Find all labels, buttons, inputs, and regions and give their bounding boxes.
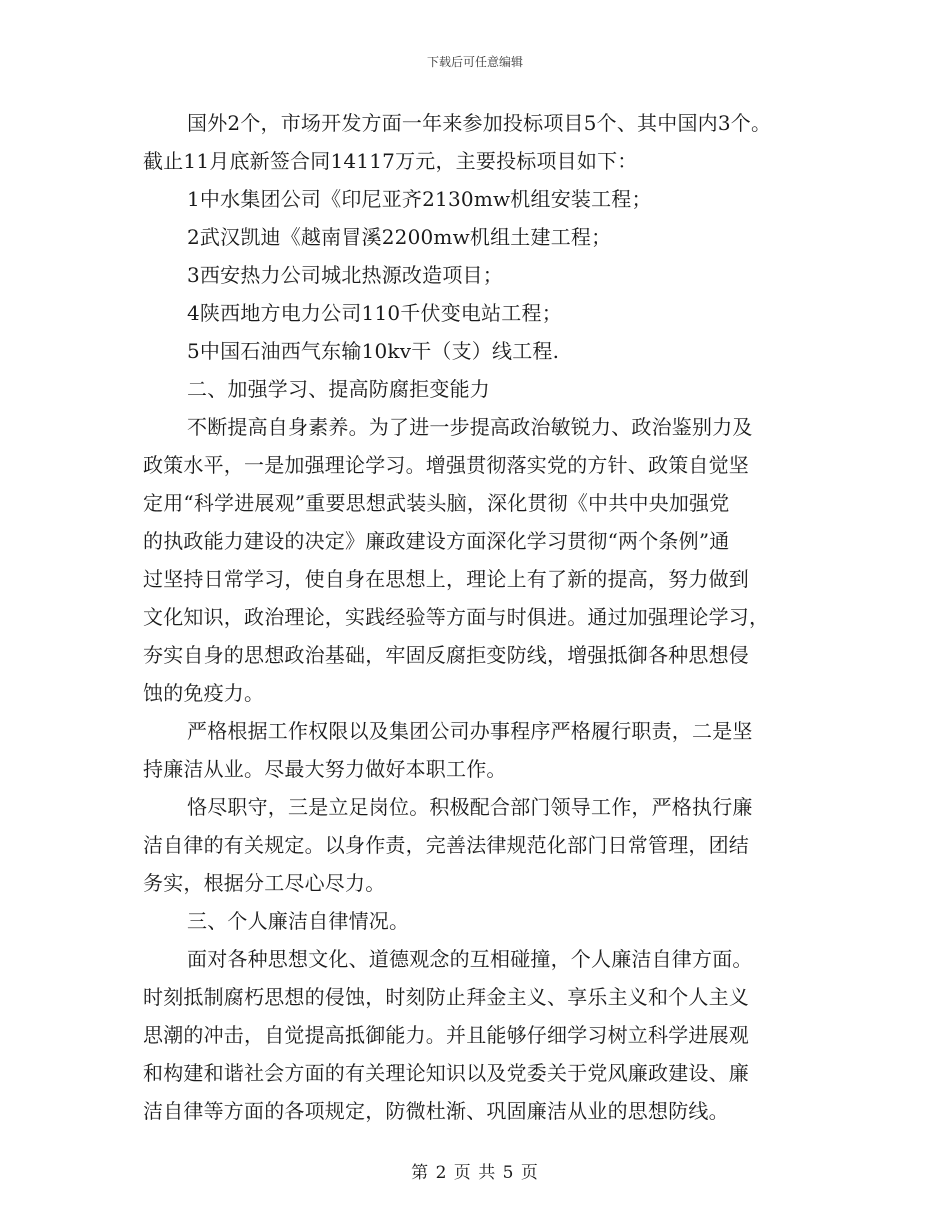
- text-line: 恪尽职守，三是立足岗位。积极配合部门领导工作，严格执行廉: [187, 795, 753, 819]
- text-line: 过坚持日常学习，使自身在思想上，理论上有了新的提高，努力做到: [143, 567, 749, 591]
- text-line: 蚀的免疫力。: [143, 681, 265, 705]
- text-line: 务实，根据分工尽心尽力。: [143, 871, 386, 895]
- text-line: 面对各种思想文化、道德观念的互相碰撞，个人廉洁自律方面。: [187, 947, 753, 971]
- page-number: 第 2 页 共 5 页: [411, 1163, 539, 1183]
- list-item: 4陕西地方电力公司110千伏变电站工程；: [187, 301, 562, 325]
- text-line: 的执政能力建设的决定》廉政建设方面深化学习贯彻“两个条例”通: [143, 529, 730, 553]
- text-line: 不断提高自身素养。为了进一步提高政治敏锐力、政治鉴别力及: [187, 415, 753, 439]
- text-line: 截止11月底新签合同14117万元，主要投标项目如下：: [143, 149, 638, 173]
- text-line: 国外2个，市场开发方面一年来参加投标项目5个、其中国内3个。: [187, 111, 772, 135]
- text-line: 洁自律等方面的各项规定，防微杜渐、巩固廉洁从业的思想防线。: [143, 1099, 729, 1123]
- list-item: 2武汉凯迪《越南冒溪2200mw机组土建工程；: [187, 225, 612, 249]
- list-item: 5中国石油西气东输10kv干（支）线工程.: [187, 339, 560, 363]
- text-line: 政策水平，一是加强理论学习。增强贯彻落实党的方针、政策自觉坚: [143, 453, 749, 477]
- text-line: 夯实自身的思想政治基础，牢固反腐拒变防线，增强抵御各种思想侵: [143, 643, 749, 667]
- list-item: 1中水集团公司《印尼亚齐2130mw机组安装工程；: [187, 187, 652, 211]
- text-line: 严格根据工作权限以及集团公司办事程序严格履行职责，二是坚: [187, 719, 753, 743]
- section-heading: 三、个人廉洁自律情况。: [187, 909, 410, 933]
- header-note: 下载后可任意编辑: [426, 55, 523, 69]
- section-heading: 二、加强学习、提高防腐拒变能力: [187, 377, 490, 401]
- text-line: 时刻抵制腐朽思想的侵蚀，时刻防止拜金主义、享乐主义和个人主义: [143, 985, 749, 1009]
- text-line: 持廉洁从业。尽最大努力做好本职工作。: [143, 757, 507, 781]
- text-line: 和构建和谐社会方面的有关理论知识以及党委关于党风廉政建设、廉: [143, 1061, 749, 1085]
- text-line: 文化知识，政治理论，实践经验等方面与时俱进。通过加强理论学习，: [143, 605, 770, 629]
- text-line: 思潮的冲击，自觉提高抵御能力。并且能够仔细学习树立科学进展观: [143, 1023, 749, 1047]
- text-line: 定用“科学进展观”重要思想武装头脑，深化贯彻《中共中央加强党: [143, 491, 730, 515]
- document-body: [143, 104, 833, 1130]
- text-line: 洁自律的有关规定。以身作责，完善法律规范化部门日常管理，团结: [143, 833, 749, 857]
- list-item: 3西安热力公司城北热源改造项目；: [187, 263, 503, 287]
